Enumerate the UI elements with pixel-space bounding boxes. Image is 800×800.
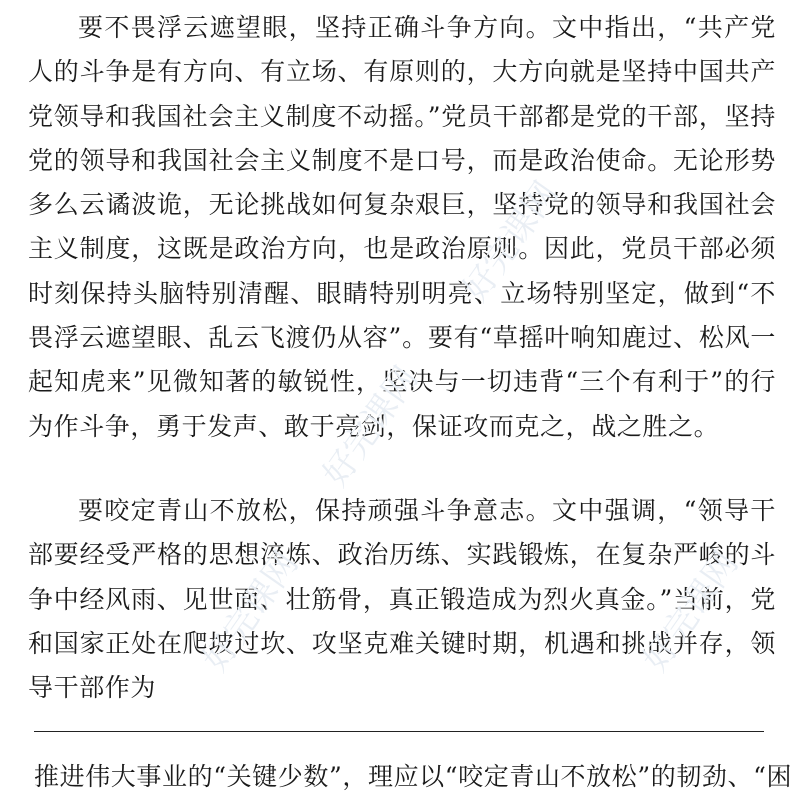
page-divider bbox=[34, 731, 764, 732]
watermark: 好完课网 bbox=[195, 544, 307, 679]
watermark: 好完课网 bbox=[455, 174, 567, 309]
paragraph-2: 要咬定青山不放松，保持顽强斗争意志。文中强调，“领导干部要经受严格的思想淬炼、政治历练、实践锻炼，在复杂严峻的斗争中经风雨、见世面、壮筋骨，真正锻造成为烈火真金。”当前，党和国家正处在爬坡过坎、攻坚克难关键时期，机遇和挑战并存，领导干部作为 bbox=[28, 496, 776, 703]
watermark: 好完课网 bbox=[315, 359, 427, 494]
paragraph-1: 要不畏浮云遮望眼，坚持正确斗争方向。文中指出，“共产党人的斗争是有方向、有立场、有原则的，大方向就是坚持中国共产党领导和我国社会主义制度不动摇。”党员干部都是党的干部，坚持党的领导和我国社会主义制度不是口号，而是政治使命。无论形势多么云谲波诡，无论挑战如何复杂艰巨，坚持党的领导和我国社会主义制度，这既是政治方向，也是政治原则。因此，党员干部必须时刻保持头脑特别清醒、眼睛特别明亮、立场特别坚定，做到“不畏浮云遮望眼、乱云飞渡仍从容”。要有“草摇叶响知鹿过、松风一起知虎来”见微知著的敏锐性，坚决与一切违背“三个有利于”的行为作斗争，勇于发声、敢于亮剑，保证攻而克之，战之胜之。 bbox=[28, 13, 776, 441]
next-page-fragment: 推进伟大事业的“关键少数”，理应以“咬定青山不放松”的韧劲、“困 bbox=[34, 762, 793, 791]
watermark: 好完课网 bbox=[635, 544, 747, 679]
